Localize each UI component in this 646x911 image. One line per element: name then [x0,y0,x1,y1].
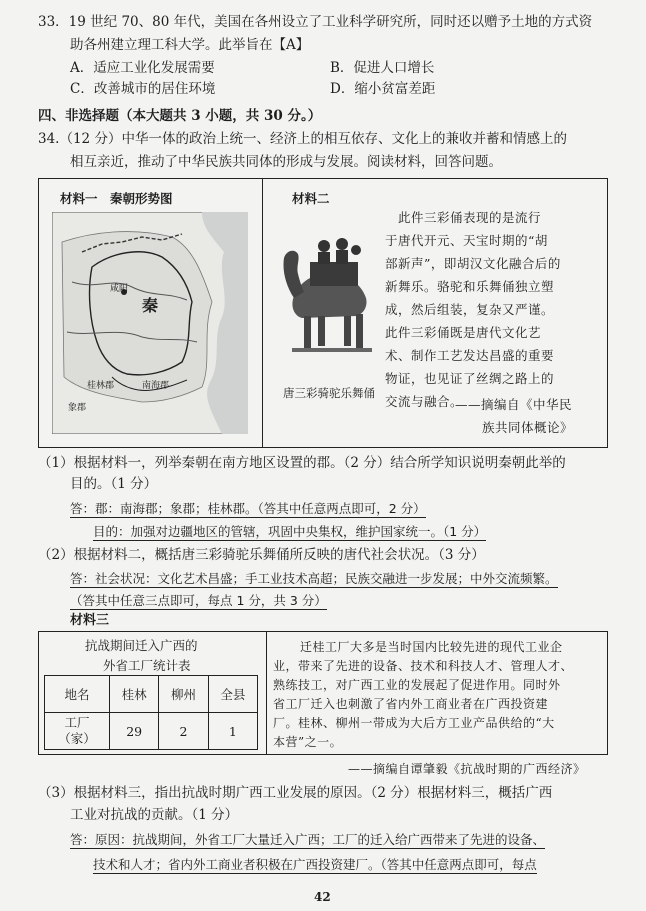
table-header-cell: 全县 [208,676,257,713]
q34-stem-line2: 相互亲近，推动了中华民族共同体的形成与发展。阅读材料，回答问题。 [70,154,502,170]
material3-divider [266,632,267,754]
material2-line9: 交流与融合。 [385,394,464,409]
table-header-row [45,676,258,713]
material2-line7: 术、制作工艺发达昌盛的重要 [385,348,555,363]
factory-table [44,675,258,750]
section-heading: 四、非选择题（本大题共 3 小题，共 30 分。） [38,108,322,124]
sub2-answer-line1: 答：社会状况：文化艺术昌盛；手工业技术高超；民族交融进一步发展；中外交流频繁。 [70,571,558,586]
sub1-answer-line1: 答：郡：南海郡；象郡；桂林郡。（答其中任意两点即可，2 分） [70,501,426,516]
table-row [45,713,258,750]
map-label-nanhai: 南海郡 [142,381,170,391]
map-label-guilin: 桂林郡 [87,381,115,391]
q33-stem-line1: 33．19 世纪 70、80 年代，美国在各州设立了工业科学研究所，同时还以赠予土地的方式资 [38,14,593,30]
material3-source: ——摘编自谭肇毅《抗战时期的广西经济》 [348,762,586,776]
q33-option-d: D．缩小贫富差距 [330,81,436,97]
q33-option-c: C．改善城市的居住环境 [70,81,216,97]
q33-option-a: A．适应工业化发展需要 [70,60,215,76]
table-cell: 1 [208,713,257,750]
material2-line6: 此件三彩俑既是唐代文化艺 [385,325,542,340]
camel-figurine-illustration [272,226,384,356]
sub1-answer-line2: 目的：加强对边疆地区的管辖，巩固中央集权，维护国家统一。（1 分） [93,524,487,539]
material2-line2: 于唐代开元、天宝时期的“胡 [385,233,548,248]
sub1-question-line1: （1）根据材料一，列举秦朝在南方地区设置的郡。（2 分）结合所学知识说明秦朝此举的 [38,455,566,471]
map-label-qin: 秦 [142,296,159,315]
material3-line2: 业，带来了先进的设备、技术和科技人才、管理人才、 [273,659,574,673]
material3-line1: 迁桂工厂大多是当时国内比较先进的现代工业企 [300,640,563,654]
material3-title: 材料三 [70,613,110,628]
map-label-xianyang: 咸阳 [110,284,129,294]
table-row-label: 工厂 （家） [45,713,110,750]
sub2-answer-line2: （答其中任意三点即可，每点 1 分，共 3 分） [70,593,327,608]
sub3-answer-line2: 技术和人才；省内外工商业者积极在广西投资建厂。（答其中任意两点即可，每点 [93,857,537,872]
sub3-answer-line1: 答：原因：抗战期间，外省工厂大量迁入广西；工厂的迁入给广西带来了先进的设备、 [70,832,546,847]
material2-caption: 唐三彩骑驼乐舞俑 [283,386,375,400]
material3-line5: 厂。桂林、柳州一带成为大后方工业产品供给的“大 [273,716,555,730]
sub3-question-line2: 工业对抗战的贡献。（1 分） [70,807,239,823]
material3-line3: 熟练技工，对广西工业的发展起了促进作用。同时外 [273,678,561,692]
q33-stem-line2: 助各州建立理工科大学。此举旨在【A】 [70,37,310,53]
table-header-cell: 地名 [45,676,110,713]
sub3-question-line1: （3）根据材料三，指出抗战时期广西工业发展的原因。（2 分）根据材料三，概括广西 [38,785,553,801]
table-cell: 2 [159,713,208,750]
sub1-question-line2: 目的。（1 分） [70,476,158,492]
materials-divider [262,179,263,447]
table-header-cell: 柳州 [159,676,208,713]
material2-source-line1: ——摘编自《中华民 [455,397,573,412]
material2-source-line2: 族共同体概论》 [482,420,574,435]
material2-line4: 新舞乐。骆驼和乐舞俑独立塑 [385,279,555,294]
material2-line5: 成，然后组装，复杂又严谨。 [385,302,555,317]
material2-line8: 物证，也见证了丝绸之路上的 [385,371,555,386]
material2-line1: 此件三彩俑表现的是流行 [398,210,542,225]
q33-option-b: B．促进人口增长 [330,60,435,76]
material2-title: 材料二 [292,191,330,206]
table-header-cell: 桂林 [110,676,159,713]
material3-line6: 本营”之一。 [273,735,343,749]
material1-title: 材料一 秦朝形势图 [60,191,173,206]
q34-stem-line1: 34.（12 分）中华一体的政治上统一、经济上的相互依存、文化上的兼收并蓄和情感上的 [38,131,567,147]
table-cell: 29 [110,713,159,750]
map-label-xiang: 象郡 [68,403,87,413]
material3-line4: 省工厂迁入也刺激了省内外工商业者在广西投资建 [273,697,549,711]
material2-line3: 部新声”，即胡汉文化融合后的 [385,256,561,271]
factory-table-title1: 抗战期间迁入广西的 [85,638,198,653]
sub2-question: （2）根据材料二，概括唐三彩骑驼乐舞俑所反映的唐代社会状况。（3 分） [38,547,485,563]
factory-table-title2: 外省工厂统计表 [103,658,191,673]
page-number: 42 [314,890,331,904]
